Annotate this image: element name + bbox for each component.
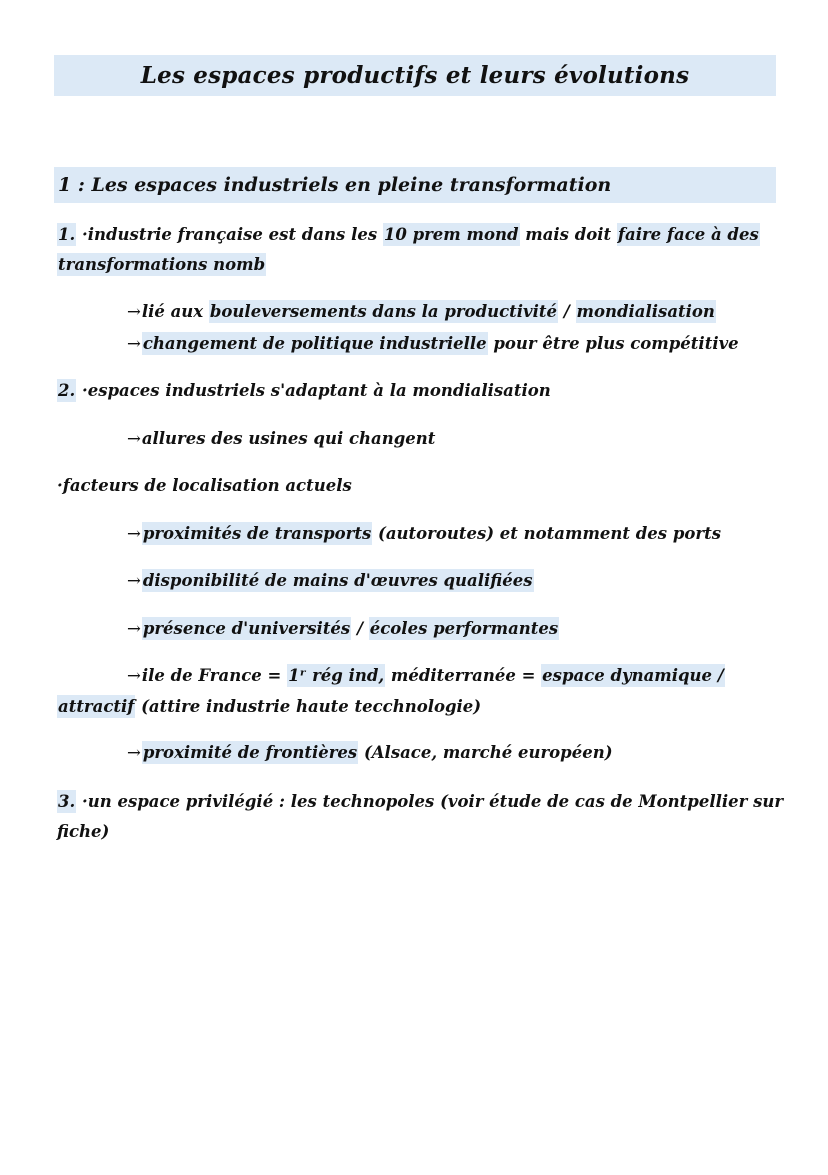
point-3-line-2 [57,817,109,847]
section-heading [54,167,776,203]
arrow-icon: → [127,334,141,353]
point-1-sub-2-a: changement de politique industrielle [142,334,487,353]
arrow-icon: → [127,429,141,448]
point-2-sub-1-text: allures des usines qui changent [141,429,436,448]
factor-4-b: 1ʳ rég ind, [288,666,385,685]
arrow-icon: → [127,302,141,321]
factor-4-f: (attire industrie haute tecchnologie) [141,697,482,716]
factor-1-a: proximités de transports [142,524,372,543]
point-1-line-2 [57,250,266,280]
point-1-text-e: transformations nomb [58,255,266,274]
point-2-text: ·espaces industriels s'adaptant à la mondialisation [81,381,551,400]
point-1-text-b: 10 prem mond [383,225,519,244]
point-1-number: 1. [58,225,76,244]
point-3-text: ·un espace privilégié : les technopoles (voir étude de cas de Montpellier sur [81,792,784,811]
factor-5 [127,738,613,768]
factors-heading-text: ·facteurs de localisation actuels [57,476,352,495]
point-1-sub-1-b: bouleversements dans la productivité [209,302,558,321]
factor-1 [127,519,721,549]
point-1-text-a: ·industrie française est dans les [81,225,378,244]
point-1-sub-1-d: mondialisation [576,302,715,321]
factors-heading [57,471,352,501]
point-1-text-c: mais doit [525,225,612,244]
point-2-sub-1 [127,424,435,454]
arrow-icon: → [127,743,141,762]
point-3-number: 3. [58,792,76,811]
factor-4-line-2 [57,692,481,722]
point-3-text-2: fiche) [57,822,110,841]
section-heading-text: 1 : Les espaces industriels en pleine transformation [58,174,612,196]
arrow-icon: → [127,524,141,543]
point-2-line [57,376,551,406]
factor-1-b: (autoroutes) et notamment des ports [378,524,721,543]
point-1-text-d: faire face à des [617,225,759,244]
factor-3 [127,614,559,644]
point-1-sub-2 [127,329,739,359]
factor-4-d: espace dynamique / [542,666,724,685]
factor-3-c: écoles performantes [369,619,559,638]
factor-4-e: attractif [58,697,135,716]
arrow-icon: → [127,666,141,685]
point-1-line-1 [57,220,760,250]
point-1-sub-1 [127,297,716,327]
factor-3-a: présence d'universités [142,619,351,638]
arrow-icon: → [127,571,141,590]
point-1-sub-1-c: / [558,302,576,321]
factor-5-a: proximité de frontières [142,743,358,762]
page-title-text: Les espaces productifs et leurs évolutions [140,62,690,89]
factor-2-text: disponibilité de mains d'œuvres qualifiées [142,571,533,590]
factor-4-line-1 [127,661,725,691]
point-1-sub-1-a: lié aux [141,302,204,321]
point-3-line-1 [57,787,783,817]
page-title [54,55,776,96]
arrow-icon: → [127,619,141,638]
factor-5-b: (Alsace, marché européen) [363,743,613,762]
factor-4-c: méditerranée = [390,666,536,685]
point-1-sub-2-b: pour être plus compétitive [493,334,739,353]
factor-2 [127,566,534,596]
point-2-number: 2. [58,381,76,400]
factor-3-b: / [351,619,369,638]
factor-4-a: ile de France = [141,666,282,685]
